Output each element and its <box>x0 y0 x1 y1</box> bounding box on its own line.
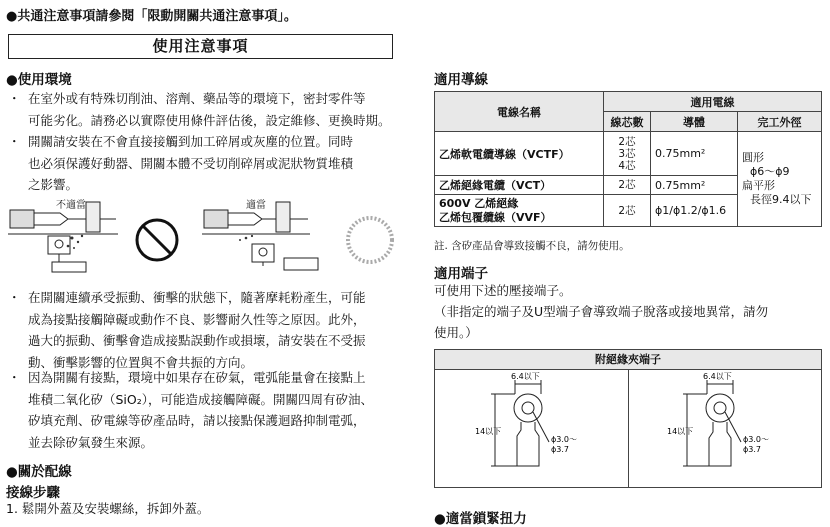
text-line: 成為接點接觸障礙或動作不良、影響耐久性等之原因。此外， <box>28 311 366 327</box>
row-name-line: 600V 乙烯絕緣 <box>439 196 519 210</box>
row-cores: 2芯 <box>604 195 651 227</box>
wiring-step-1: 1. 鬆開外蓋及安裝螺絲，拆卸外蓋。 <box>6 501 210 516</box>
text-line: 之影響。 <box>28 177 79 192</box>
terminals-line-1: 可使用下述的壓接端子。 <box>434 283 572 298</box>
outer-round: 圓形 <box>742 151 764 164</box>
dim-side: 14以下 <box>667 427 694 436</box>
wire-table <box>434 91 822 227</box>
col-group: 適用電線 <box>604 92 822 112</box>
terminals-heading: 適用端子 <box>434 266 488 282</box>
dim-hole: ϕ3.7 <box>743 445 761 454</box>
terminal-figure <box>434 349 822 488</box>
row-name: 乙烯軟電纜導線（VCTF） <box>435 132 604 176</box>
ring-terminal-right <box>629 370 822 488</box>
text-line: 開關請安裝在不會直接接觸到加工碎屑或灰塵的位置。同時 <box>28 134 354 149</box>
col-name: 電線名稱 <box>435 92 604 132</box>
outer-diameter <box>738 132 822 227</box>
bullet: ・ <box>8 134 21 149</box>
env-item-4 <box>8 367 400 455</box>
text-line: 在開關連續承受振動、衝擊的狀態下，隨著摩耗粉產生，可能 <box>28 290 366 305</box>
prohibited-icon <box>137 220 177 260</box>
text-line: 堆積二氧化矽（SiO₂），可能造成接觸障礙。開關四周有矽油、 <box>28 391 374 407</box>
row-conductor: 0.75mm² <box>651 132 738 176</box>
outer-flat: 扁平形 <box>742 179 775 192</box>
text-line: 過大的振動、衝擊會造成接點誤動作或損壞，請安裝在不受振 <box>28 333 366 348</box>
env-heading: ●使用環境 <box>6 72 72 88</box>
col-cores: 線芯數 <box>604 112 651 132</box>
bullet: ・ <box>8 91 21 106</box>
env-item-1 <box>8 88 400 132</box>
terminals-line-2: （非指定的端子及U型端子會導致端子脫落或接地異常，請勿 <box>434 304 769 319</box>
wiring-heading: ●關於配線 <box>6 464 72 480</box>
text-line: 可能劣化。請務必以實際使用條件評估後，設定維修、更換時期。 <box>28 112 391 128</box>
text-line: 因為開關有接點，環境中如果存在矽氣，電弧能量會在接點上 <box>28 370 366 385</box>
col-conductor: 導體 <box>651 112 738 132</box>
ring-terminal-left <box>435 370 628 488</box>
text-line: 也必須保護好動器、開關本體不受切削碎屑或泥狀物質堆積 <box>28 155 354 171</box>
fig-bad-label: 不適當 <box>56 200 86 211</box>
env-item-2 <box>8 131 400 197</box>
bullet: ・ <box>8 290 21 305</box>
placement-illustration <box>8 196 403 282</box>
terminals-line-3: 使用。） <box>434 325 478 340</box>
wire-table-heading: 適用導線 <box>434 72 488 88</box>
text-line: 並去除矽氣發生來源。 <box>28 434 154 450</box>
row-cores <box>604 132 651 176</box>
bullet: ・ <box>8 370 21 385</box>
row-cores: 2芯 <box>604 176 651 195</box>
col-outer: 完工外徑 <box>738 112 822 132</box>
row-conductor: ϕ1/ϕ1.2/ϕ1.6 <box>651 195 738 227</box>
torque-heading: ●適當鎖緊扭力 <box>434 511 527 527</box>
wire-table-note: 註. 含矽產品會導致接觸不良，請勿使用。 <box>434 240 630 252</box>
dim-side: 14以下 <box>475 427 502 436</box>
text-line: 動、衝擊影響的位置與不會共振的方向。 <box>28 354 254 370</box>
row-conductor: 0.75mm² <box>651 176 738 195</box>
usage-notes-banner: 使用注意事項 <box>8 34 393 59</box>
outer-flat-range: 長徑9.4以下 <box>750 193 812 206</box>
outer-round-range: ϕ6～ϕ9 <box>750 165 790 178</box>
text-line: 在室外或有特殊切削油、溶劑、藥品等的環境下，密封零件等 <box>28 91 366 106</box>
row-name <box>435 195 604 227</box>
dim-hole: ϕ3.0～ <box>551 435 577 444</box>
row-name-line: 乙烯包覆纜線（VVF） <box>439 210 552 224</box>
core-count: 4芯 <box>618 159 636 172</box>
wiring-steps-heading: 接線步驟 <box>6 485 60 501</box>
dim-hole: ϕ3.0～ <box>743 435 769 444</box>
dim-hole: ϕ3.7 <box>551 445 569 454</box>
dim-top: 6.4以下 <box>511 372 540 381</box>
env-item-3 <box>8 287 400 375</box>
text-line: 矽填充劑、矽電線等矽產品時，請以接點保護迴路抑制電弧， <box>28 413 366 428</box>
fig-ok-label: 適當 <box>246 200 266 211</box>
ok-circle-icon <box>348 218 392 262</box>
table-row <box>435 132 822 176</box>
terminal-figure-title: 附絕緣夾端子 <box>435 350 821 370</box>
row-name: 乙烯絕緣電纜（VCT） <box>435 176 604 195</box>
dim-top: 6.4以下 <box>703 372 732 381</box>
core-count: 3芯 <box>618 147 636 160</box>
common-note: ●共通注意事項請參閱「限動開關共通注意事項」。 <box>6 9 297 24</box>
core-count: 2芯 <box>618 135 636 148</box>
